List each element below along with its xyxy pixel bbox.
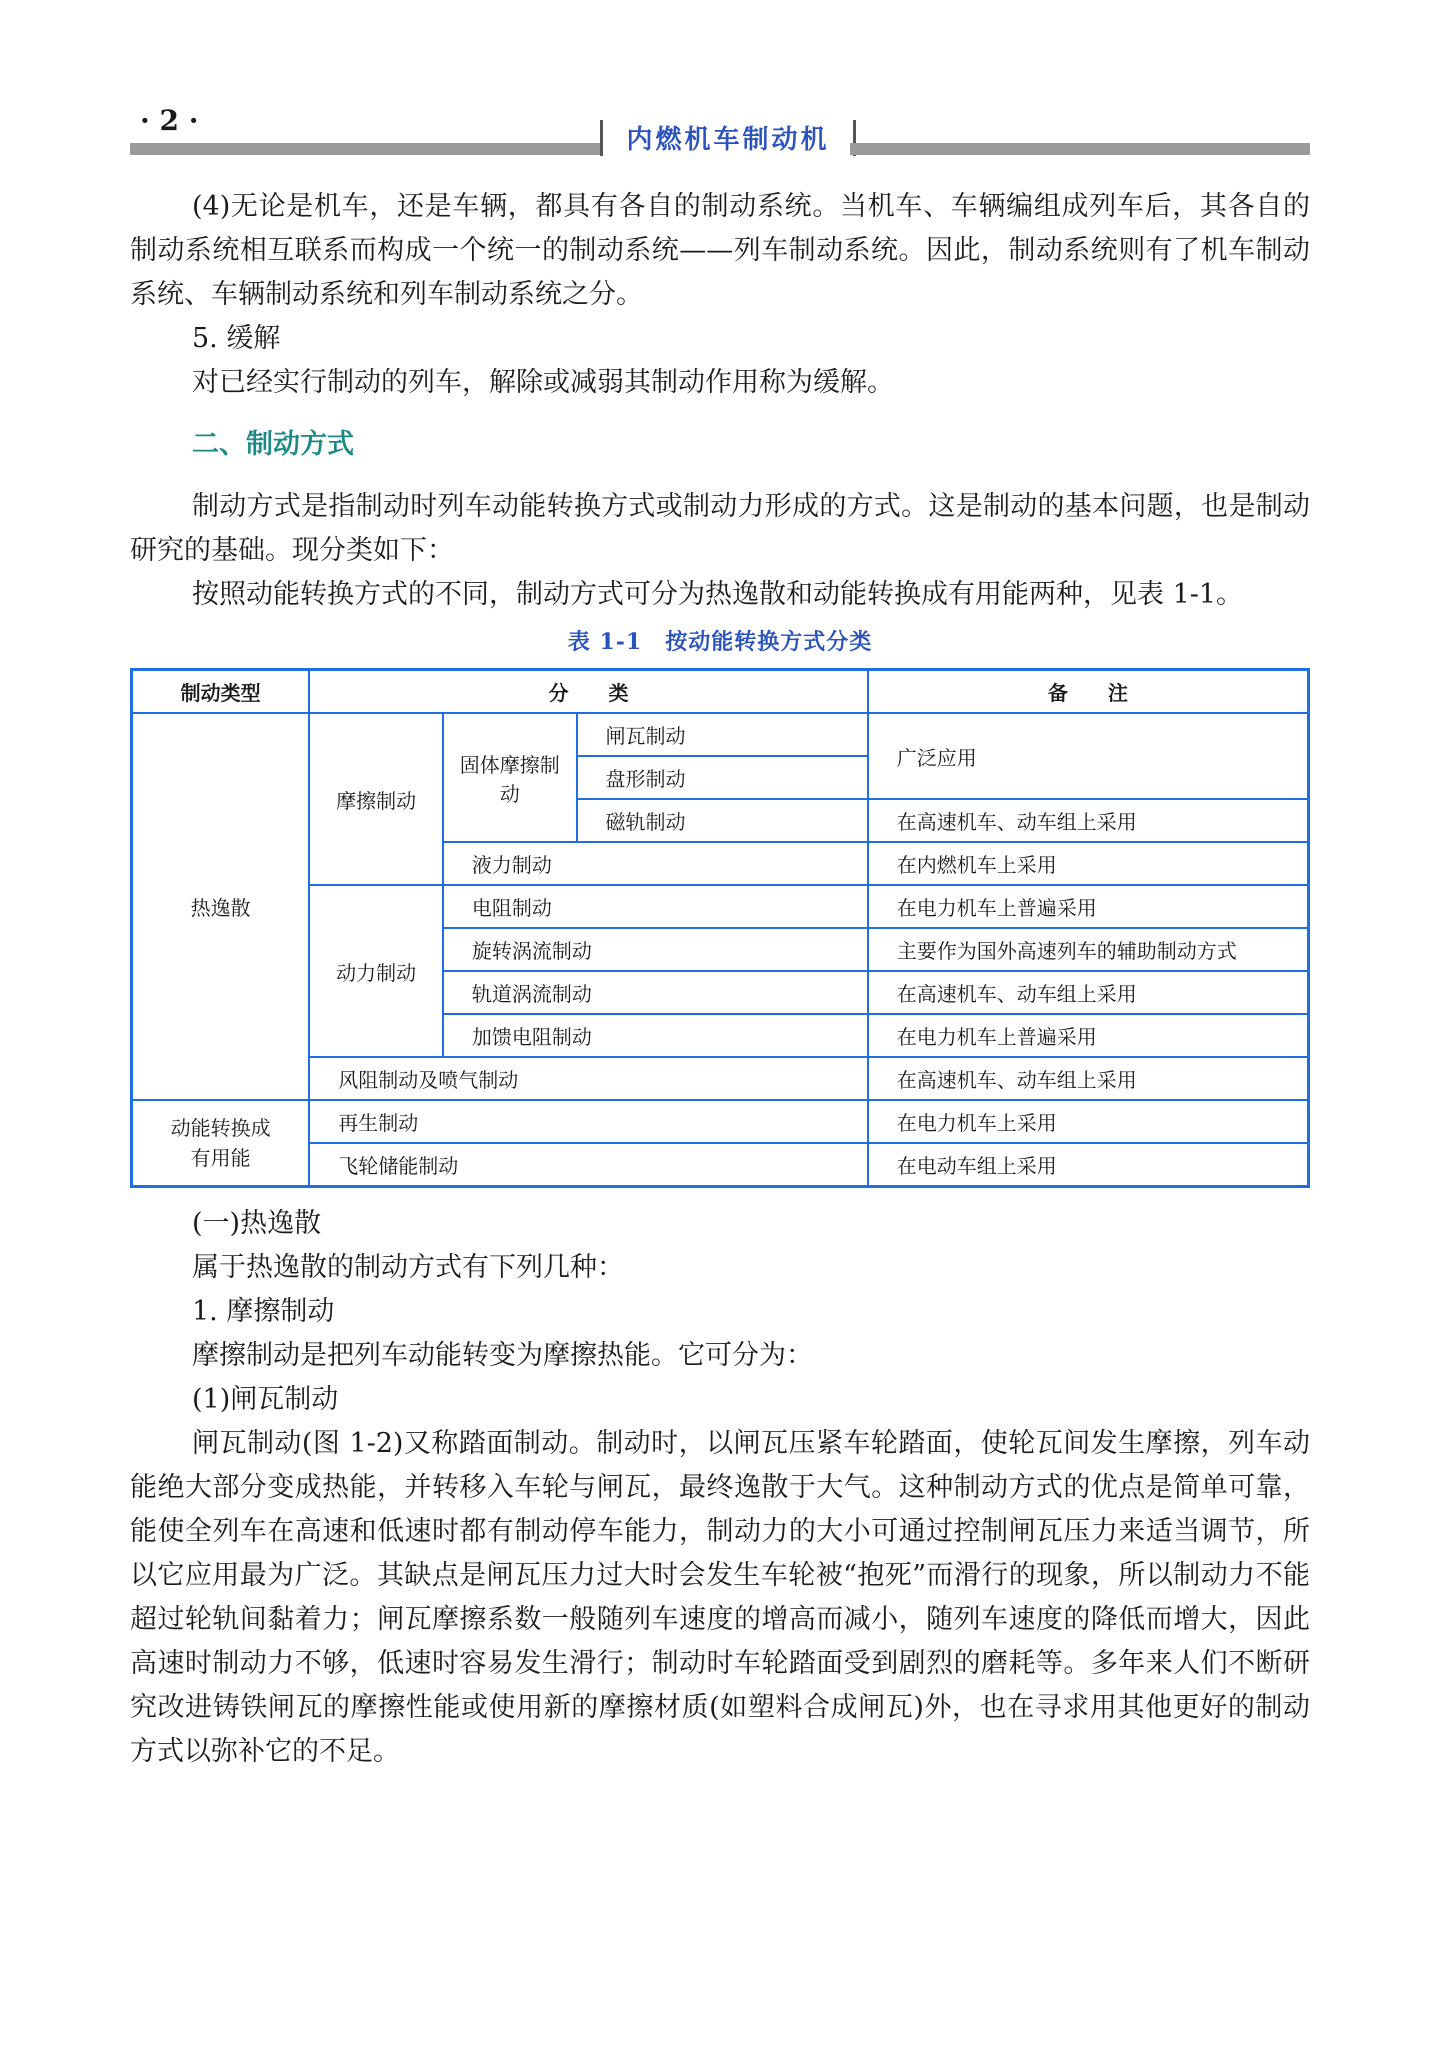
item-heading-friction: 1. 摩擦制动 [192,1296,335,1327]
cell-eddy-track: 轨道涡流制动 [443,971,868,1014]
paragraph-system: (4)无论是机车，还是车辆，都具有各自的制动系统。当机车、车辆编组成列车后，其各自的制动系统相互联系而构成一个统一的制动系统——列车制动系统。因此，制动系统则有了机车制动系统、车辆制动系统和列车制动系统之分。 [130,191,1310,310]
paragraph-friction: 摩擦制动是把列车动能转变为摩擦热能。它可分为： [192,1340,813,1371]
cell-wind: 风阻制动及喷气制动 [309,1057,867,1100]
table-header-row [132,670,1309,714]
cell-magnetic: 磁轨制动 [577,799,868,842]
paragraph-release: 对已经实行制动的列车，解除或减弱其制动作用称为缓解。 [192,367,894,398]
cell-note-feedback: 在电力机车上普遍采用 [868,1014,1309,1057]
header-category: 分 类 [309,670,867,714]
section-heading: 二、制动方式 [192,429,354,460]
cell-solid-friction: 固体摩擦制动 [443,713,577,842]
header-type: 制动类型 [132,670,310,714]
cell-dynamic: 动力制动 [309,885,443,1057]
paragraph-classification: 按照动能转换方式的不同，制动方式可分为热逸散和动能转换成有用能两种，见表 1-1。 [192,579,1244,610]
page-number: · 2 · [140,104,199,137]
cell-note-resistor: 在电力机车上普遍采用 [868,885,1309,928]
cell-friction: 摩擦制动 [309,713,443,885]
table-caption: 表 1-1 按动能转换方式分类 [567,629,873,655]
cell-flywheel: 飞轮储能制动 [309,1143,867,1187]
classification-table [130,668,1310,1188]
table-row [132,1100,1309,1143]
item-heading-release: 5. 缓解 [192,323,281,354]
table-row [132,713,1309,756]
cell-note-flywheel: 在电动车组上采用 [868,1143,1309,1187]
cell-feedback: 加馈电阻制动 [443,1014,868,1057]
header-rule-right [850,143,1310,155]
cell-eddy-rotary: 旋转涡流制动 [443,928,868,971]
cell-note-regen: 在电力机车上采用 [868,1100,1309,1143]
item-heading-tread: (1)闸瓦制动 [192,1384,339,1415]
cell-note-magnetic: 在高速机车、动车组上采用 [868,799,1309,842]
cell-note-eddy-rotary: 主要作为国外高速列车的辅助制动方式 [868,928,1309,971]
header-rule-left [130,143,600,155]
book-title: 内燃机车制动机 [600,120,856,156]
cell-note-eddy-track: 在高速机车、动车组上采用 [868,971,1309,1014]
paragraph-heat-intro: 属于热逸散的制动方式有下列几种： [192,1252,624,1283]
subheading-heat: (一)热逸散 [192,1208,322,1239]
page-body [130,185,1310,1774]
paragraph-braking-mode: 制动方式是指制动时列车动能转换方式或制动力形成的方式。这是制动的基本问题，也是制动研究的基础。现分类如下： [130,491,1310,566]
paragraph-tread: 闸瓦制动(图 1-2)又称踏面制动。制动时，以闸瓦压紧车轮踏面，使轮瓦间发生摩擦，列车动能绝大部分变成热能，并转移入车轮与闸瓦，最终逸散于大气。这种制动方式的优点是简单可靠，能使全列车在高速和低速时都有制动停车能力，制动力的大小可通过控制闸瓦压力来适当调节，所以它应用最为广泛。其缺点是闸瓦压力过大时会发生车轮被“抱死”而滑行的现象，所以制动力不能超过轮轨间黏着力；闸瓦摩擦系数一般随列车速度的增高而减小，随列车速度的降低而增大，因此高速时制动力不够，低速时容易发生滑行；制动时车轮踏面受到剧烈的磨耗等。多年来人们不断研究改进铸铁闸瓦的摩擦性能或使用新的摩擦材质(如塑料合成闸瓦)外，也在寻求用其他更好的制动方式以弥补它的不足。 [130,1428,1310,1767]
cell-note-hydraulic: 在内燃机车上采用 [868,842,1309,885]
cell-tread: 闸瓦制动 [577,713,868,756]
cell-disc: 盘形制动 [577,756,868,799]
header-note: 备 注 [868,670,1309,714]
cell-useful-energy: 动能转换成有用能 [132,1100,310,1187]
cell-note-wide: 广泛应用 [868,713,1309,799]
page-header [130,100,1310,160]
cell-note-wind: 在高速机车、动车组上采用 [868,1057,1309,1100]
cell-hydraulic: 液力制动 [443,842,868,885]
cell-heat-dissipation: 热逸散 [132,713,310,1100]
cell-resistor: 电阻制动 [443,885,868,928]
cell-regen: 再生制动 [309,1100,867,1143]
